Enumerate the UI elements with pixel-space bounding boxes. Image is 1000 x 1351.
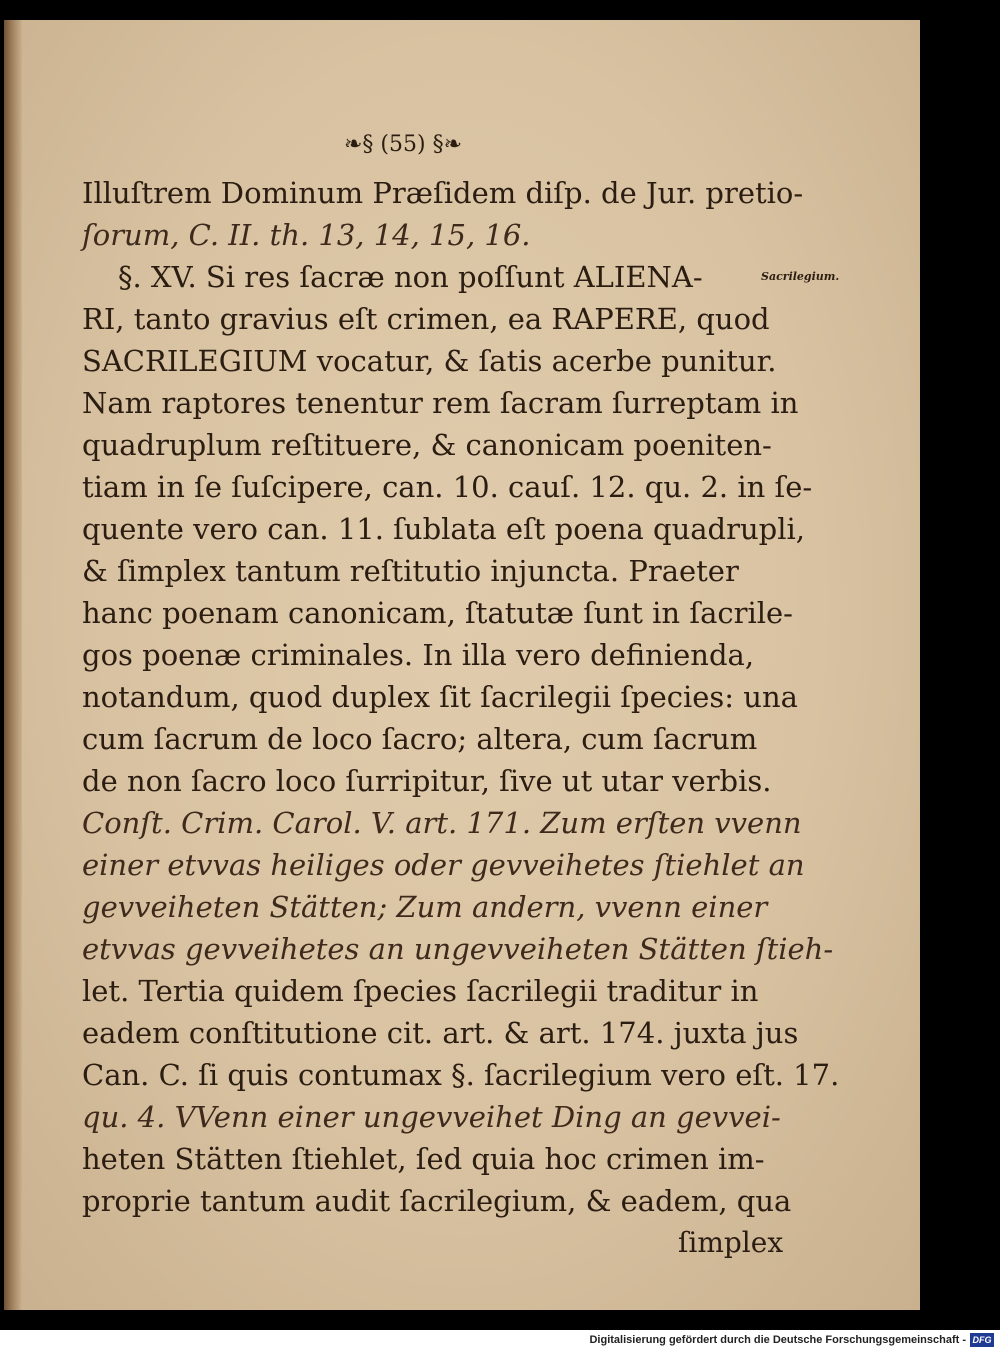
text-line: einer etvvas heiliges oder gevveihetes ſtiehlet an <box>82 848 805 882</box>
text-line: quente vero can. 11. ſublata eſt poena quadrupli, <box>82 512 805 546</box>
text-line: gos poenæ criminales. In illa vero definienda, <box>82 638 755 672</box>
text-line: ſorum, C. II. th. 13, 14, 15, 16. <box>82 218 531 252</box>
text-line: eadem conſtitutione cit. art. & art. 174. juxta jus <box>82 1016 799 1050</box>
footer-credit: Digitalisierung gefördert durch die Deutsche Forschungsgemeinschaft - <box>589 1334 966 1346</box>
text-line: RI, tanto gravius eſt crimen, ea RAPERE, quod <box>82 302 770 336</box>
text-line: etvvas gevveihetes an ungevveiheten Stätten ſtieh- <box>82 932 834 966</box>
text-line: Conſt. Crim. Carol. V. art. 171. Zum erſten vvenn <box>82 806 802 840</box>
catchword: ſimplex <box>678 1226 784 1259</box>
text-line: SACRILEGIUM vocatur, & ſatis acerbe punitur. <box>82 344 777 378</box>
text-line: Can. C. ſi quis contumax §. ſacrilegium vero eſt. 17. <box>82 1058 840 1092</box>
text-line: hanc poenam canonicam, ſtatutæ ſunt in ſacrile- <box>82 596 793 630</box>
text-line: proprie tantum audit ſacrilegium, & eadem, qua <box>82 1184 792 1218</box>
text-line: quadruplum reſtituere, & canonicam poeniten- <box>82 428 772 462</box>
text-line: §. XV. Si res ſacræ non poſſunt ALIENA- <box>118 260 703 294</box>
margin-note: Sacrilegium. <box>761 270 840 283</box>
text-line: notandum, quod duplex ſit ſacrilegii ſpecies: una <box>82 680 798 714</box>
footer-bar <box>0 1330 1000 1351</box>
text-line: qu. 4. VVenn einer ungevveihet Ding an gevvei- <box>82 1100 781 1134</box>
text-line: de non ſacro loco ſurripitur, ſive ut utar verbis. <box>82 764 772 798</box>
text-line: cum ſacrum de loco ſacro; altera, cum ſacrum <box>82 722 758 756</box>
text-line: tiam in ſe ſuſcipere, can. 10. cauſ. 12. qu. 2. in ſe- <box>82 470 813 504</box>
text-line: heten Stätten ſtiehlet, ſed quia hoc crimen im- <box>82 1142 765 1176</box>
text-line: Illuſtrem Dominum Præſidem diſp. de Jur. pretio- <box>82 176 804 210</box>
dfg-logo: DFG <box>970 1333 994 1347</box>
text-line: & ſimplex tantum reſtitutio injuncta. Praeter <box>82 554 739 588</box>
page-header: ❧§ (55) §❧ <box>344 132 463 157</box>
page-gutter <box>4 20 22 1310</box>
text-line: let. Tertia quidem ſpecies ſacrilegii traditur in <box>82 974 759 1008</box>
text-line: Nam raptores tenentur rem ſacram ſurreptam in <box>82 386 799 420</box>
book-page <box>4 20 920 1310</box>
text-line: gevveiheten Stätten; Zum andern, vvenn einer <box>82 890 768 924</box>
